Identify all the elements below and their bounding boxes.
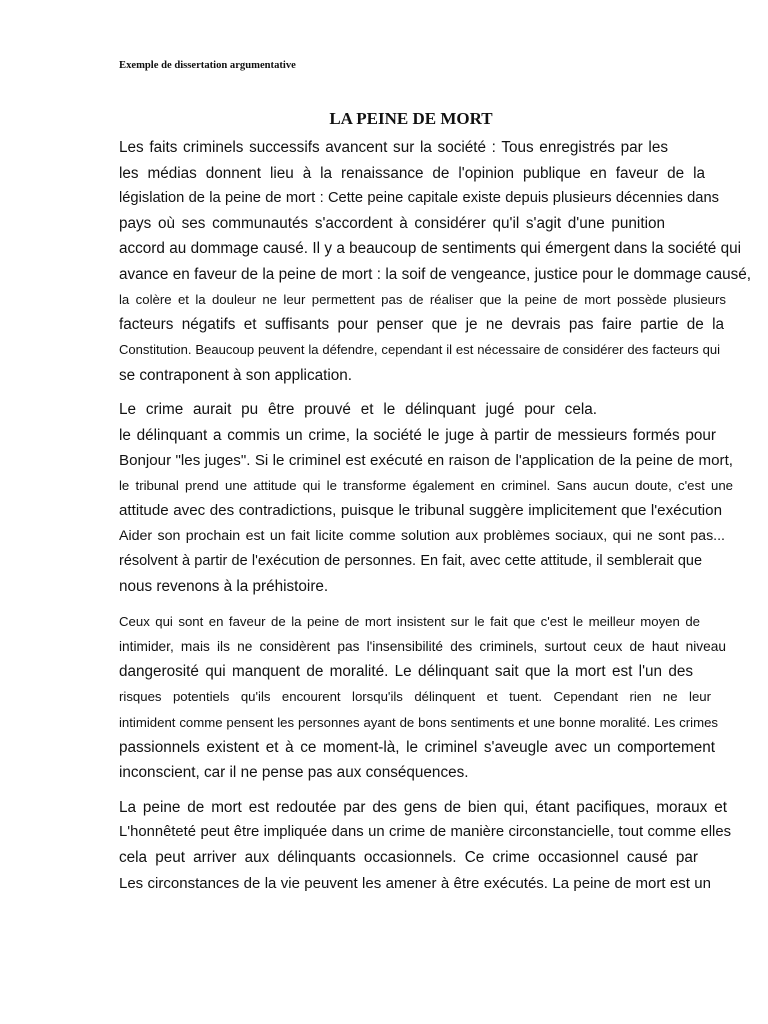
paragraph <box>119 795 759 896</box>
text-line: Bonjour "les juges". Si le criminel est exécuté en raison de l'application de la peine de mort, <box>119 451 733 469</box>
text-line: pays où ses communautés s'accordent à considérer qu'il s'agit d'une punition <box>119 215 665 233</box>
text-line: les médias donnent lieu à la renaissance de l'opinion publique en faveur de la <box>119 164 705 182</box>
text-line: intimider, mais ils ne considèrent pas l'insensibilité des criminels, surtout ceux de haut niveau <box>119 638 726 654</box>
text-line: dangerosité qui manquent de moralité. Le délinquant sait que la mort est l'un des <box>119 663 693 681</box>
text-line: facteurs négatifs et suffisants pour penser que je ne devrais pas faire partie de la <box>119 316 724 334</box>
text-line: Aider son prochain est un fait licite comme solution aux problèmes sociaux, qui ne sont pas... <box>119 527 725 544</box>
text-line: L'honnêteté peut être impliquée dans un crime de manière circonstancielle, tout comme elles <box>119 824 731 841</box>
text-line: Constitution. Beaucoup peuvent la défendre, cependant il est nécessaire de considérer des facteurs qui <box>119 342 720 358</box>
text-line: Ceux qui sont en faveur de la peine de mort insistent sur le fait que c'est le meilleur moyen de <box>119 613 700 629</box>
text-line: Le crime aurait pu être prouvé et le délinquant jugé pour cela. <box>119 401 597 419</box>
text-line: se contraponent à son application. <box>119 366 353 384</box>
text-line: La peine de mort est redoutée par des gens de bien qui, étant pacifiques, moraux et <box>119 798 727 816</box>
text-line: Les circonstances de la vie peuvent les amener à être exécutés. La peine de mort est un <box>119 874 711 892</box>
text-line: nous revenons à la préhistoire. <box>119 578 329 596</box>
text-line: le délinquant a commis un crime, la société le juge à partir de messieurs formés pour <box>119 426 716 444</box>
text-line: Les faits criminels successifs avancent sur la société : Tous enregistrés par les <box>119 139 668 157</box>
text-line: cela peut arriver aux délinquants occasionnels. Ce crime occasionnel causé par <box>119 849 698 867</box>
text-line: risques potentiels qu'ils encourent lorsqu'ils délinquent et tuent. Cependant rien ne leur <box>119 689 711 705</box>
text-line: la colère et la douleur ne leur permettent pas de réaliser que la peine de mort possède plusieurs <box>119 291 726 307</box>
paragraph <box>119 135 759 388</box>
document-title: LA PEINE DE MORT <box>329 109 493 128</box>
text-line: avance en faveur de la peine de mort : la soif de vengeance, justice pour le dommage causé, <box>119 265 751 283</box>
text-line: le tribunal prend une attitude qui le transforme également en criminel. Sans aucun doute, c'est une <box>119 478 733 494</box>
text-line: passionnels existent et à ce moment-là, le criminel s'aveugle avec un comportement <box>119 738 715 756</box>
document-header: Exemple de dissertation argumentative <box>119 60 296 71</box>
text-line: intimident comme pensent les personnes ayant de bons sentiments et une bonne moralité. Les crimes <box>119 714 718 730</box>
paragraph <box>119 609 759 786</box>
text-line: inconscient, car il ne pense pas aux conséquences. <box>119 764 469 782</box>
text-line: attitude avec des contradictions, puisque le tribunal suggère implicitement que l'exécution <box>119 502 722 520</box>
text-line: résolvent à partir de l'exécution de personnes. En fait, avec cette attitude, il semblerait que <box>119 552 702 569</box>
paragraph <box>119 397 759 599</box>
document-body <box>119 135 759 895</box>
text-line: accord au dommage causé. Il y a beaucoup de sentiments qui émergent dans la société qui <box>119 240 741 258</box>
text-line: législation de la peine de mort : Cette peine capitale existe depuis plusieurs décennies dans <box>119 189 719 206</box>
